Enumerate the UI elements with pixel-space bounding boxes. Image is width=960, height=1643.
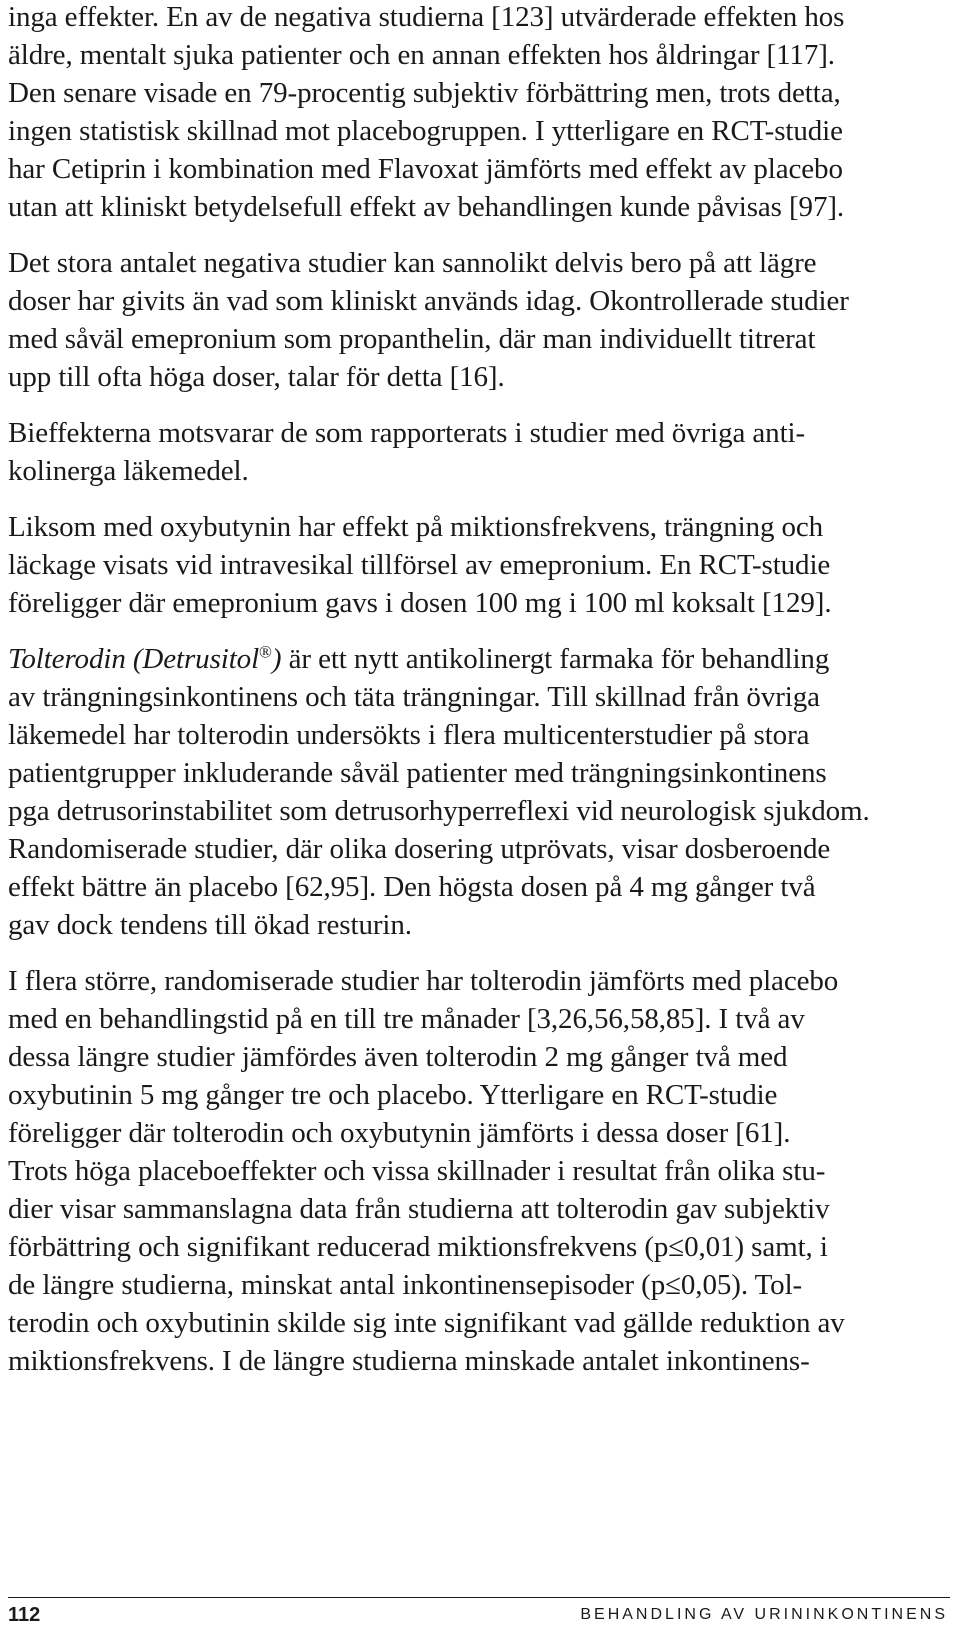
drug-name: Tolterodin (Detrusitol: [8, 643, 260, 675]
paragraph: inga effekter. En av de negativa studierna [123] utvärderade effekten hos äldre, mentalt sjuka patienter och en annan effekten hos åldringar [117]. Den senare visade en 79-procentig subjektiv förbättring men, trots detta, ingen statistisk skillnad mot placebogruppen. I ytterligare en RCT-studie har Cetiprin i kombination med Flavoxat jämförts med effekt av placebo utan att kliniskt betydelsefull effekt av behandlingen kunde påvisas [97].: [8, 1, 845, 223]
page-footer: [0, 1589, 960, 1629]
drug-name-close: ): [271, 643, 282, 675]
page-number: 112: [8, 1604, 41, 1626]
paragraph: Det stora antalet negativa studier kan sannolikt delvis bero på att lägre doser har givits än vad som kliniskt används idag. Okontrollerade studier med såväl emepronium som propanthelin, där man individuellt titrerat upp till ofta höga doser, talar för detta [16].: [8, 247, 849, 393]
footer-rule: [8, 1597, 950, 1598]
paragraph-body: är ett nytt antikolinergt farmaka för behandling av trängningsinkontinens och täta trängningar. Till skillnad från övriga läkemedel har tolterodin undersökts i flera multicenterstudier på stora patientgrupper inkluderande såväl patienter med trängningsinkontinens pga detrusorinstabilitet som detrusorhyperreflexi vid neurologisk sjukdom. Randomiserade studier, där olika dosering utprövats, visar dosberoende effekt bättre än placebo [62,95]. Den högsta dosen på 4 mg gånger två gav dock tendens till ökad resturin.: [8, 643, 870, 941]
paragraph-tolterodin: [8, 640, 948, 944]
paragraph: I flera större, randomiserade studier har tolterodin jämförts med placebo med en behandlingstid på en till tre månader [3,26,56,58,85]. I två av dessa längre studier jämfördes även tolterodin 2 mg gånger två med oxybutinin 5 mg gånger tre och placebo. Ytterligare en RCT-studie föreligger där tolterodin och oxybutynin jämförts i dessa doser [61]. Trots höga placeboeffekter och vissa skillnader i resultat från olika stu- dier visar sammanslagna data från studierna att tolterodin gav subjektiv förbättring och signifikant reducerad miktionsfrekvens (p≤0,01) samt, i de längre studierna, minskat antal inkontinensepisoder (p≤0,05). Tol- terodin och oxybutinin skilde sig inte signifikant vad gällde reduktion av miktionsfrekvens. I de längre studierna minskade antalet inkontinens-: [8, 965, 845, 1377]
registered-mark: ®: [259, 642, 272, 662]
drug-term: [8, 643, 281, 675]
running-title: BEHANDLING AV URININKONTINENS: [580, 1606, 948, 1623]
paragraph: Liksom med oxybutynin har effekt på miktionsfrekvens, trängning och läckage visats vid intravesikal tillförsel av emepronium. En RCT-studie föreligger där emepronium gavs i dosen 100 mg i 100 ml koksalt [129].: [8, 511, 832, 619]
paragraph: Bieffekterna motsvarar de som rapporterats i studier med övriga anti- kolinerga läkemedel.: [8, 417, 806, 487]
body-text: [8, 0, 948, 1398]
